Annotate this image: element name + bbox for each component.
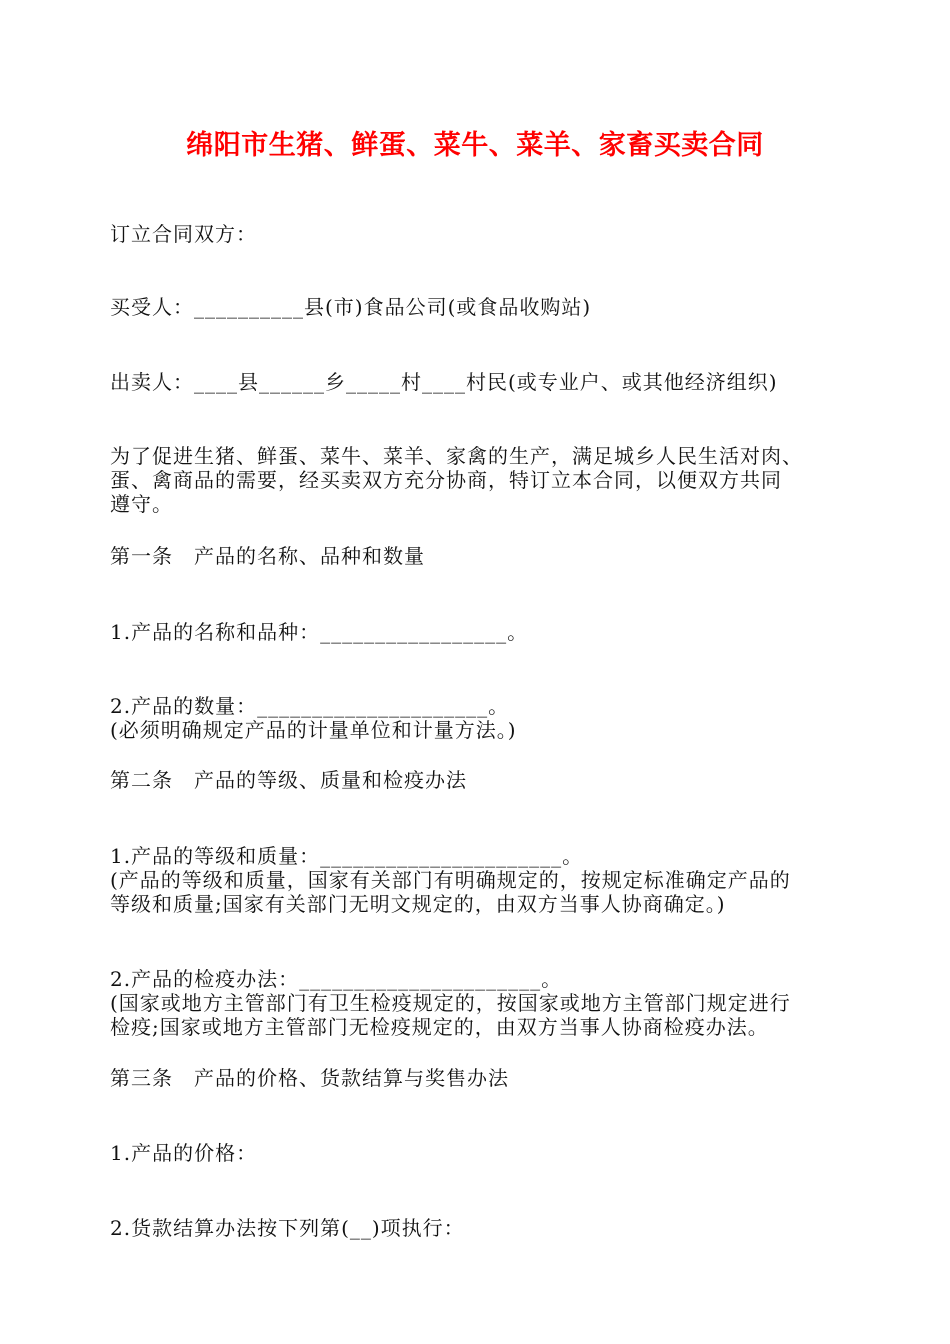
article-1-item-1 [110, 620, 850, 644]
text-line: (国家或地方主管部门有卫生检疫规定的，按国家或地方主管部门规定进行 [110, 991, 791, 1015]
text-line: 检疫;国家或地方主管部门无检疫规定的，由双方当事人协商检疫办法。 [110, 1015, 769, 1039]
text-line: (产品的等级和质量，国家有关部门有明确规定的，按规定标准确定产品的 [110, 868, 791, 892]
text-line: 蛋、禽商品的需要，经买卖双方充分协商，特订立本合同，以便双方共同 [110, 468, 782, 492]
text-line: 为了促进生猪、鲜蛋、菜牛、菜羊、家禽的生产，满足城乡人民生活对肉、 [110, 444, 803, 468]
text-line: 1.产品的等级和质量：______________________。 [110, 844, 584, 868]
article-3-heading [110, 1066, 850, 1090]
text-line: 等级和质量;国家有关部门无明文规定的，由双方当事人协商确定。) [110, 892, 726, 916]
article-1-item-2 [110, 694, 850, 742]
text-line: 遵守。 [110, 492, 173, 516]
article-3-item-1 [110, 1141, 850, 1165]
text-line: 2.产品的数量：_____________________。 [110, 694, 510, 718]
text-line: 第一条 产品的名称、品种和数量 [110, 544, 425, 568]
buyer-line [110, 295, 850, 319]
text-line: 买受人：__________县(市)食品公司(或食品收购站) [110, 295, 592, 319]
text-line: 订立合同双方： [110, 222, 257, 246]
text-line: 2.产品的检疫办法：______________________。 [110, 967, 563, 991]
preamble-paragraph [110, 444, 850, 516]
text-line: 出卖人：____县______乡_____村____村民(或专业户、或其他经济组织) [110, 370, 778, 394]
text-line: 2.货款结算办法按下列第(__)项执行： [110, 1216, 465, 1240]
article-2-heading [110, 768, 850, 792]
article-2-item-2 [110, 967, 850, 1039]
text-line: 第三条 产品的价格、货款结算与奖售办法 [110, 1066, 509, 1090]
text-line: (必须明确规定产品的计量单位和计量方法。) [110, 718, 517, 742]
article-3-item-2 [110, 1216, 850, 1240]
seller-line [110, 370, 850, 394]
parties-heading [110, 222, 850, 246]
document-title: 绵阳市生猪、鲜蛋、菜牛、菜羊、家畜买卖合同 [186, 130, 764, 161]
text-line: 1.产品的价格： [110, 1141, 258, 1165]
text-line: 1.产品的名称和品种：_________________。 [110, 620, 529, 644]
article-2-item-1 [110, 844, 850, 916]
article-1-heading [110, 544, 850, 568]
text-line: 第二条 产品的等级、质量和检疫办法 [110, 768, 467, 792]
